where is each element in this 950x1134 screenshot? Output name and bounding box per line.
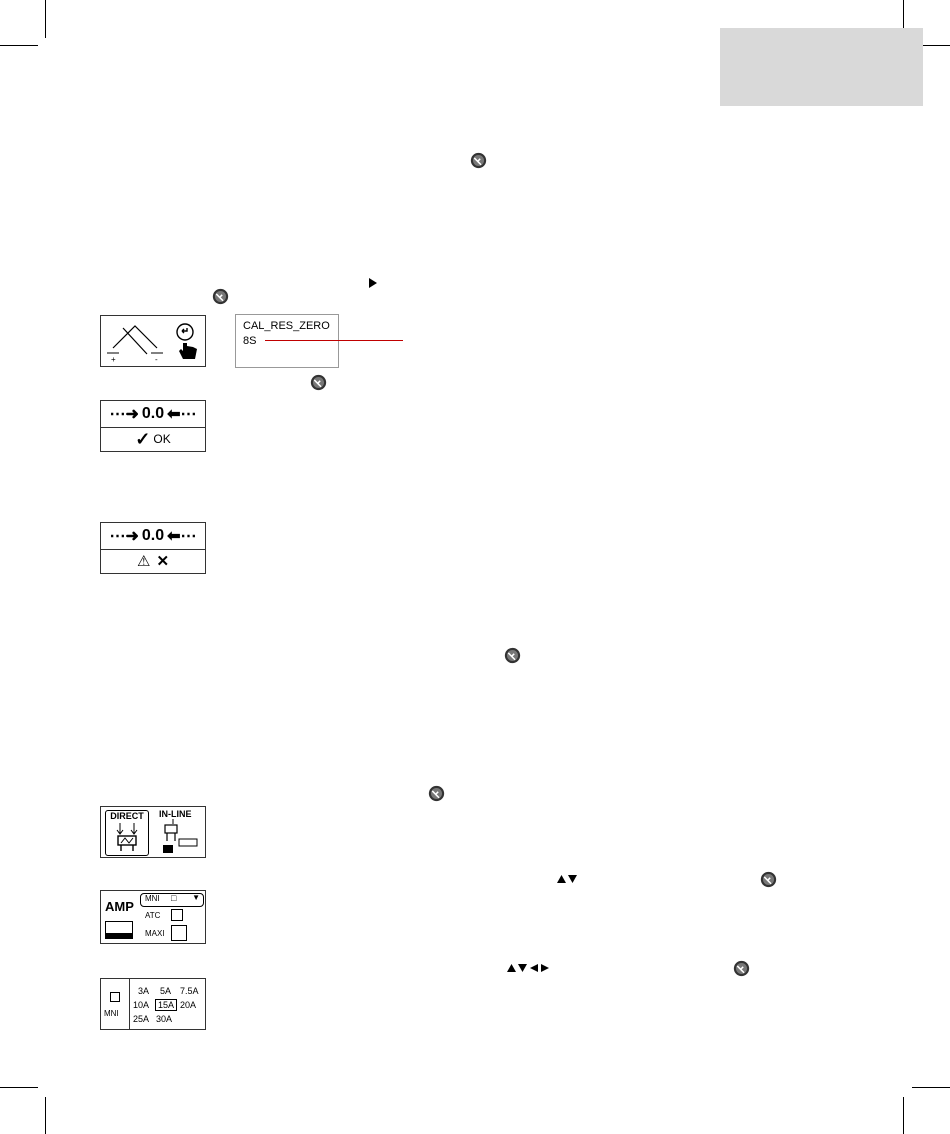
fuse-value: 25A: [133, 1014, 150, 1024]
crop-mark: [0, 1087, 38, 1088]
fuse-value: 7.5A: [180, 986, 199, 996]
svg-text:-: -: [155, 355, 158, 364]
fuse-value: 20A: [180, 1000, 197, 1010]
clamp-meter-icon: [105, 921, 133, 939]
up-down-arrows-icon: [556, 873, 578, 885]
play-arrow-icon: [368, 277, 378, 289]
enter-button-icon: [504, 647, 521, 664]
direct-label: DIRECT: [110, 811, 144, 821]
amp-option-label: ATC: [145, 911, 161, 920]
fuse-value: 3A: [138, 986, 150, 996]
arrow-left-icon: ⬅⋯: [167, 528, 197, 545]
crop-mark: [0, 45, 38, 46]
arrow-left-icon: ⬅⋯: [167, 406, 197, 423]
amp-option-label: MAXI: [145, 929, 165, 938]
enter-button-icon: [760, 871, 777, 888]
crop-mark: [45, 1097, 46, 1134]
calibration-title: CAL_RES_ZERO: [243, 320, 330, 332]
check-icon: ✓: [135, 428, 151, 449]
direct-clamp-icon: [111, 823, 143, 853]
amp-label: AMP: [105, 899, 134, 914]
up-down-left-right-arrows-icon: [506, 962, 550, 974]
zero-fail-screen: [100, 522, 206, 574]
fuse-type-panel: [101, 979, 130, 1029]
arrow-right-icon: ⋯➜: [109, 406, 139, 423]
fuse-value: 30A: [156, 1014, 173, 1024]
crop-mark: [912, 1087, 950, 1088]
enter-button-icon: [733, 960, 750, 977]
press-button-icon: [173, 321, 201, 363]
calibration-countdown: 8S: [243, 335, 257, 347]
direct-option: [105, 810, 149, 856]
enter-button-icon: [470, 152, 487, 169]
fuse-value-selected: 15A: [155, 999, 177, 1011]
fuse-icon: [171, 925, 187, 941]
zero-ok-screen: [100, 400, 206, 452]
test-probes-icon: [105, 320, 167, 364]
callout-line: [265, 340, 403, 341]
amp-select-screen: [100, 890, 206, 944]
fuse-icon: □: [171, 893, 177, 903]
cross-icon: ✕: [156, 553, 170, 570]
fuse-value: 10A: [133, 1000, 150, 1010]
crop-mark: [45, 0, 46, 38]
fuse-type-label: MNI: [104, 1009, 119, 1018]
fuse-icon: [110, 992, 120, 1002]
zero-value: 0.0: [141, 405, 165, 422]
enter-button-icon: [310, 374, 327, 391]
status-ok: OK: [153, 432, 171, 446]
fuse-icon: [171, 909, 183, 921]
enter-button-icon: [212, 288, 229, 305]
warning-icon: ⚠: [136, 553, 151, 570]
mode-select-screen: [100, 806, 206, 858]
inline-label: IN-LINE: [159, 809, 192, 819]
chapter-tab: [720, 28, 923, 106]
arrow-right-icon: ⋯➜: [109, 528, 139, 545]
amp-option-selected: [140, 893, 204, 907]
calibration-screen: [235, 314, 339, 368]
zero-value: 0.0: [141, 527, 165, 544]
fuse-rating-screen: [100, 978, 206, 1030]
fuse-value: 5A: [160, 986, 172, 996]
chevron-down-icon: ▼: [192, 893, 200, 902]
svg-text:+: +: [111, 355, 116, 364]
crop-mark: [903, 1097, 904, 1134]
enter-button-icon: [428, 785, 445, 802]
inline-clamp-icon: [155, 819, 203, 857]
probe-zero-screen: [100, 315, 206, 367]
amp-option-label: MNI: [145, 894, 160, 903]
